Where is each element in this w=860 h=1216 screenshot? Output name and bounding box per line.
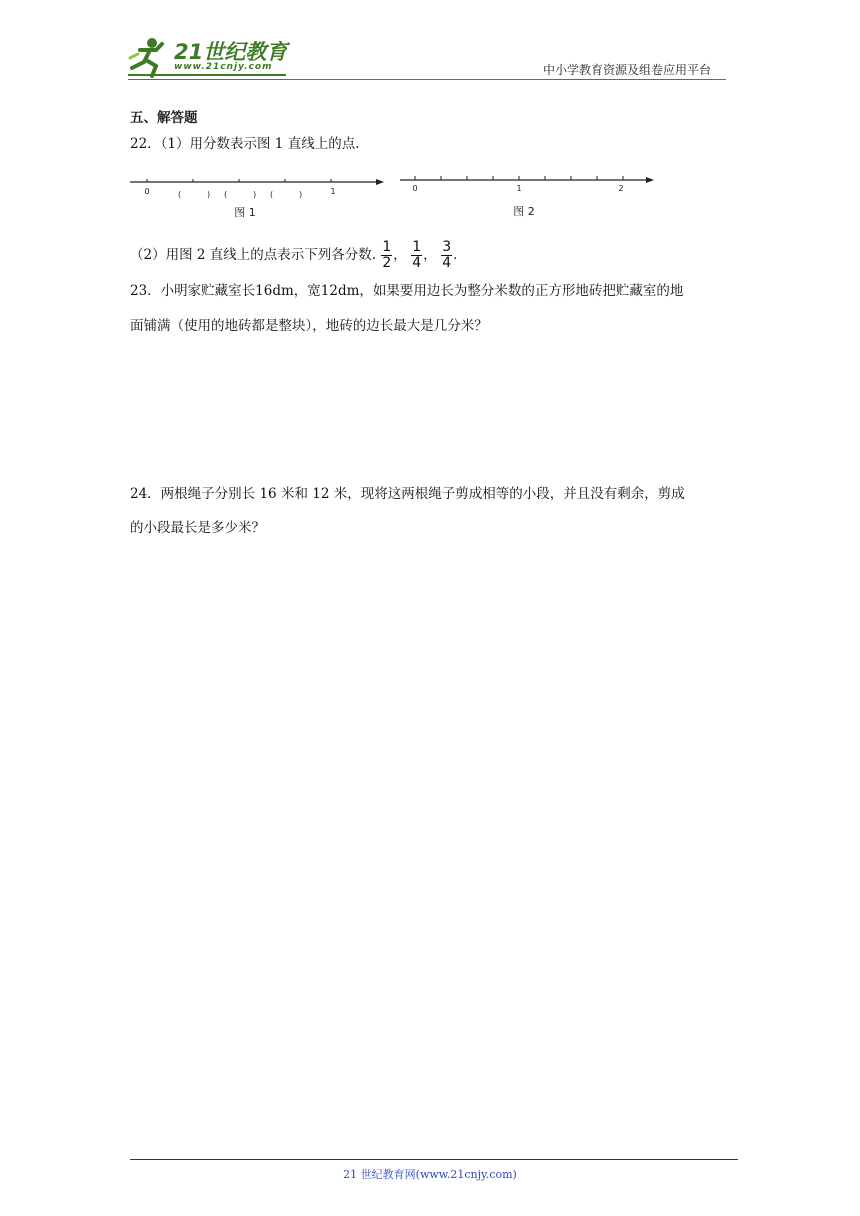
fig2-ticks: [415, 176, 623, 180]
logo-url: www.21cnjy.com: [174, 62, 273, 72]
q22-part2: [130, 238, 461, 273]
fig1-caption: 图 1: [234, 206, 256, 219]
fig1-blank-3-close: ): [299, 190, 303, 199]
sentence-end: .: [453, 247, 458, 263]
q23-line2: 面铺满（使用的地砖都是整块），地砖的边长最大是几分米？: [130, 318, 488, 334]
fraction-numerator: 3: [442, 239, 452, 255]
footer-text: 21 世纪教育网(www.21cnjy.com): [343, 1168, 517, 1181]
fig1-blank-2-open: (: [224, 190, 228, 199]
fig1-tick-label-1: 1: [330, 187, 336, 196]
fraction-denominator: 4: [412, 255, 422, 271]
fraction-3-4: [441, 240, 452, 271]
figure-2-number-line: [398, 166, 660, 222]
fraction-separator: ，: [393, 247, 407, 263]
fraction-separator: ，: [423, 247, 437, 263]
fig1-blank-1-open: (: [178, 190, 182, 199]
q24-line2: 的小段最长是多少米？: [130, 520, 265, 536]
fig1-blanks: [178, 190, 302, 199]
fig1-blank-1-close: ): [207, 190, 211, 199]
q24-line1: 24．两根绳子分别长 16 米和 12 米，现将这两根绳子剪成相等的小段，并且没有剩余，剪成: [130, 486, 685, 502]
logo-text: 21世纪教育: [174, 40, 288, 64]
fig1-tick-label-0: 0: [144, 187, 150, 196]
footer-divider: [130, 1159, 738, 1160]
q22-part1: 22．（1）用分数表示图 1 直线上的点.: [130, 136, 360, 152]
fraction-numerator: 1: [382, 239, 392, 255]
fraction-denominator: 2: [382, 255, 392, 271]
fig1-blank-3-open: (: [270, 190, 274, 199]
q22-part2-text: （2）用图 2 直线上的点表示下列各分数.: [130, 247, 377, 263]
fig1-arrow-icon: [376, 179, 384, 185]
q23-line1: 23．小明家贮藏室长16dm，宽12dm，如果要用边长为整分米数的正方形地砖把贮藏室的地: [130, 283, 684, 299]
fraction-1-2: [381, 240, 392, 271]
fraction-1-4: [411, 240, 422, 271]
header-platform-text: 中小学教育资源及组卷应用平台: [543, 63, 712, 77]
fig2-tick-label-1: 1: [516, 184, 522, 193]
figure-1-number-line: [128, 170, 388, 222]
fig1-blank-2-close: ): [253, 190, 257, 199]
fig2-tick-label-0: 0: [412, 184, 418, 193]
fig2-tick-label-2: 2: [618, 184, 624, 193]
header-divider: [128, 79, 726, 80]
logo-underline: [128, 74, 286, 76]
section-title: 五、解答题: [130, 110, 198, 126]
fraction-denominator: 4: [442, 255, 452, 271]
fig2-arrow-icon: [646, 177, 654, 183]
fig2-caption: 图 2: [513, 205, 535, 218]
fraction-numerator: 1: [412, 239, 422, 255]
